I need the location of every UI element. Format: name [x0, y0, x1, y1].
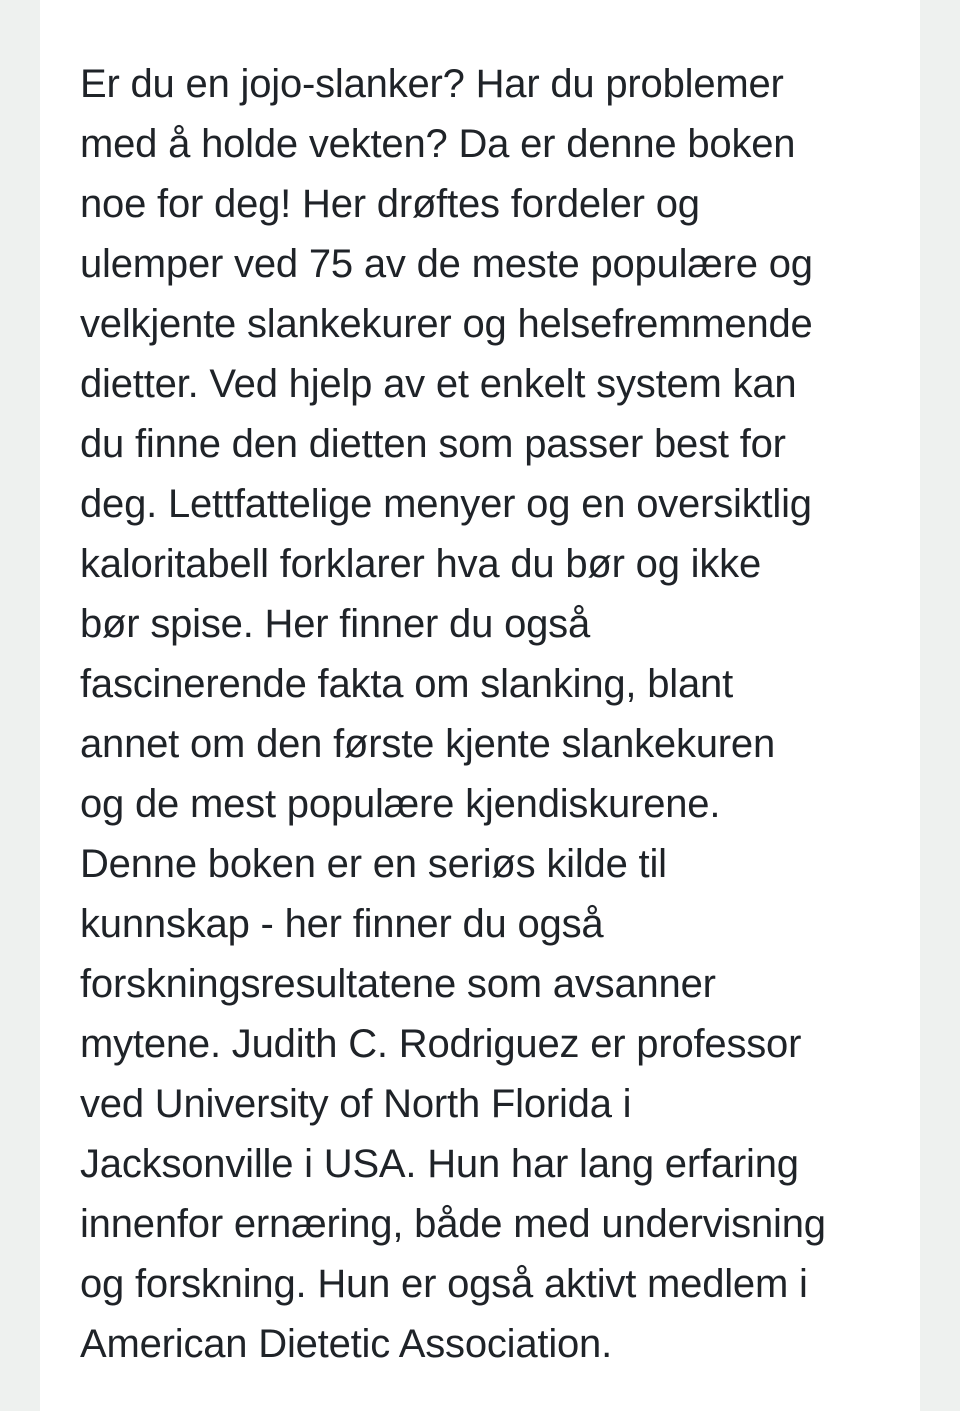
description-line: og forskning. Hun er også aktivt medlem i	[80, 1262, 808, 1306]
description-line: Jacksonville i USA. Hun har lang erfaring	[80, 1142, 799, 1186]
description-line: kaloritabell forklarer hva du bør og ikke	[80, 542, 761, 586]
description-line: ulemper ved 75 av de meste populære og	[80, 242, 813, 286]
description-line: med å holde vekten? Da er denne boken	[80, 122, 796, 166]
description-line: innenfor ernæring, både med undervisning	[80, 1202, 826, 1246]
description-line: ved University of North Florida i	[80, 1082, 632, 1126]
description-line: og de mest populære kjendiskurene.	[80, 782, 721, 826]
description-line: bør spise. Her finner du også	[80, 602, 591, 646]
description-line: forskningsresultatene som avsanner	[80, 962, 716, 1006]
description-line: Er du en jojo-slanker? Har du problemer	[80, 62, 784, 106]
description-line: fascinerende fakta om slanking, blant	[80, 662, 733, 706]
description-line: mytene. Judith C. Rodriguez er professor	[80, 1022, 802, 1066]
description-line: deg. Lettfattelige menyer og en oversiktlig	[80, 482, 812, 526]
description-line: American Dietetic Association.	[80, 1322, 613, 1366]
description-line: velkjente slankekurer og helsefremmende	[80, 302, 813, 346]
description-line: kunnskap - her finner du også	[80, 902, 604, 946]
book-description	[80, 54, 900, 1374]
description-line: Denne boken er en seriøs kilde til	[80, 842, 667, 886]
description-line: noe for deg! Her drøftes fordeler og	[80, 182, 700, 226]
description-line: annet om den første kjente slankekuren	[80, 722, 776, 766]
description-line: du finne den dietten som passer best for	[80, 422, 786, 466]
description-line: dietter. Ved hjelp av et enkelt system kan	[80, 362, 797, 406]
page-card	[40, 0, 920, 1411]
